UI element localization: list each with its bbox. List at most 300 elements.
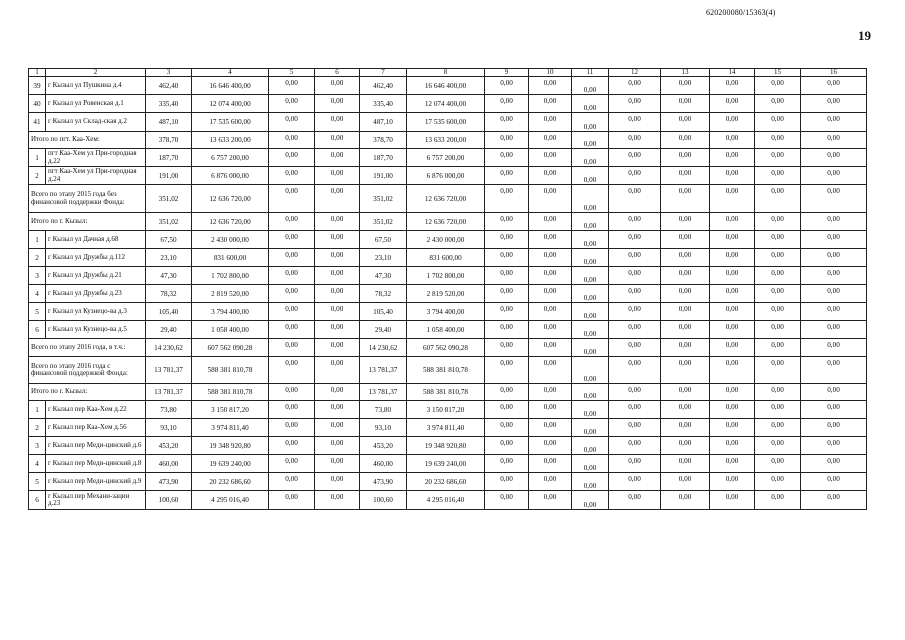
value-cell: 0,00 (269, 95, 315, 113)
table-row (29, 419, 867, 437)
value-cell: 0,00 (315, 213, 360, 231)
value-cell: 100,60 (146, 491, 192, 510)
row-number: 1 (29, 231, 46, 249)
value-cell: 0,00 (755, 437, 801, 455)
value-cell: 6 757 200,00 (192, 149, 269, 167)
value-cell: 378,70 (360, 132, 407, 149)
value-cell: 0,00 (572, 95, 609, 113)
value-cell: 2 819 520,00 (192, 285, 269, 303)
row-number: 1 (29, 401, 46, 419)
value-cell: 0,00 (609, 437, 661, 455)
value-cell: 0,00 (755, 473, 801, 491)
value-cell: 0,00 (801, 95, 867, 113)
column-number: 12 (609, 69, 661, 77)
value-cell: 0,00 (755, 132, 801, 149)
value-cell: 12 074 400,00 (192, 95, 269, 113)
column-number: 4 (192, 69, 269, 77)
value-cell: 0,00 (609, 149, 661, 167)
value-cell: 0,00 (661, 401, 710, 419)
value-cell: 187,70 (360, 149, 407, 167)
value-cell: 0,00 (485, 491, 529, 510)
address-cell: г Кызыл пер Меди-цинский д.9 (46, 473, 146, 491)
row-number: 2 (29, 419, 46, 437)
value-cell: 3 150 817,20 (407, 401, 485, 419)
value-cell: 0,00 (529, 185, 572, 213)
value-cell: 0,00 (485, 339, 529, 357)
value-cell: 1 058 400,00 (192, 321, 269, 339)
value-cell: 0,00 (529, 267, 572, 285)
value-cell: 831 600,00 (192, 249, 269, 267)
value-cell: 3 974 811,40 (407, 419, 485, 437)
address-cell: г Кызыл пер Меди-цинский д.8 (46, 455, 146, 473)
value-cell: 0,00 (529, 95, 572, 113)
value-cell: 0,00 (315, 249, 360, 267)
value-cell: 351,02 (360, 213, 407, 231)
value-cell: 453,20 (146, 437, 192, 455)
value-cell: 0,00 (801, 77, 867, 95)
value-cell: 351,02 (146, 213, 192, 231)
address-cell: г Кызыл пер Меди-цинский д.6 (46, 437, 146, 455)
value-cell: 19 348 920,80 (407, 437, 485, 455)
value-cell: 0,00 (315, 473, 360, 491)
value-cell: 29,40 (146, 321, 192, 339)
value-cell: 0,00 (609, 132, 661, 149)
total-row (29, 339, 867, 357)
value-cell: 0,00 (529, 473, 572, 491)
value-cell: 0,00 (755, 303, 801, 321)
value-cell: 0,00 (529, 132, 572, 149)
value-cell: 0,00 (609, 473, 661, 491)
value-cell: 0,00 (661, 249, 710, 267)
value-cell: 0,00 (315, 357, 360, 384)
value-cell: 0,00 (801, 321, 867, 339)
value-cell: 0,00 (485, 455, 529, 473)
value-cell: 487,10 (360, 113, 407, 132)
data-table (28, 68, 867, 510)
value-cell: 187,70 (146, 149, 192, 167)
value-cell: 0,00 (269, 249, 315, 267)
address-cell: г Кызыл ул Дачная д.68 (46, 231, 146, 249)
value-cell: 0,00 (315, 167, 360, 185)
value-cell: 0,00 (315, 132, 360, 149)
value-cell: 0,00 (529, 384, 572, 401)
value-cell: 0,00 (755, 491, 801, 510)
column-number: 11 (572, 69, 609, 77)
column-number: 3 (146, 69, 192, 77)
value-cell: 12 074 400,00 (407, 95, 485, 113)
value-cell: 0,00 (572, 132, 609, 149)
value-cell: 100,60 (360, 491, 407, 510)
value-cell: 0,00 (609, 249, 661, 267)
value-cell: 3 974 811,40 (192, 419, 269, 437)
value-cell: 0,00 (755, 357, 801, 384)
value-cell: 0,00 (485, 321, 529, 339)
value-cell: 0,00 (529, 321, 572, 339)
value-cell: 0,00 (609, 321, 661, 339)
table-row (29, 167, 867, 185)
value-cell: 0,00 (710, 167, 755, 185)
value-cell: 0,00 (269, 113, 315, 132)
value-cell: 0,00 (710, 357, 755, 384)
value-cell: 0,00 (269, 437, 315, 455)
value-cell: 0,00 (529, 213, 572, 231)
value-cell: 13 781,37 (360, 357, 407, 384)
value-cell: 23,10 (360, 249, 407, 267)
value-cell: 0,00 (609, 491, 661, 510)
value-cell: 0,00 (801, 491, 867, 510)
column-number: 14 (710, 69, 755, 77)
value-cell: 0,00 (529, 231, 572, 249)
value-cell: 0,00 (801, 357, 867, 384)
value-cell: 0,00 (485, 249, 529, 267)
value-cell: 13 781,37 (146, 384, 192, 401)
value-cell: 0,00 (801, 185, 867, 213)
value-cell: 0,00 (801, 455, 867, 473)
value-cell: 0,00 (485, 285, 529, 303)
table-row (29, 285, 867, 303)
value-cell: 0,00 (801, 419, 867, 437)
value-cell: 0,00 (755, 95, 801, 113)
value-cell: 0,00 (315, 339, 360, 357)
value-cell: 0,00 (485, 185, 529, 213)
value-cell: 0,00 (485, 167, 529, 185)
value-cell: 0,00 (801, 113, 867, 132)
value-cell: 0,00 (661, 357, 710, 384)
value-cell: 0,00 (485, 384, 529, 401)
value-cell: 0,00 (529, 491, 572, 510)
value-cell: 13 781,37 (146, 357, 192, 384)
value-cell: 0,00 (485, 113, 529, 132)
value-cell: 0,00 (529, 357, 572, 384)
value-cell: 0,00 (710, 249, 755, 267)
value-cell: 0,00 (609, 185, 661, 213)
value-cell: 0,00 (609, 339, 661, 357)
value-cell: 0,00 (572, 113, 609, 132)
value-cell: 1 058 400,00 (407, 321, 485, 339)
value-cell: 335,40 (146, 95, 192, 113)
value-cell: 0,00 (710, 339, 755, 357)
row-number: 39 (29, 77, 46, 95)
value-cell: 0,00 (755, 401, 801, 419)
value-cell: 0,00 (572, 339, 609, 357)
value-cell: 0,00 (529, 77, 572, 95)
value-cell: 0,00 (485, 77, 529, 95)
value-cell: 0,00 (755, 149, 801, 167)
value-cell: 0,00 (269, 419, 315, 437)
value-cell: 0,00 (801, 149, 867, 167)
value-cell: 0,00 (609, 167, 661, 185)
value-cell: 6 876 000,00 (407, 167, 485, 185)
value-cell: 0,00 (661, 213, 710, 231)
value-cell: 0,00 (710, 185, 755, 213)
table-row (29, 95, 867, 113)
value-cell: 0,00 (315, 321, 360, 339)
value-cell: 0,00 (572, 357, 609, 384)
value-cell: 0,00 (572, 213, 609, 231)
value-cell: 0,00 (801, 249, 867, 267)
value-cell: 191,00 (360, 167, 407, 185)
row-number: 3 (29, 267, 46, 285)
value-cell: 0,00 (572, 167, 609, 185)
value-cell: 0,00 (485, 303, 529, 321)
column-number: 5 (269, 69, 315, 77)
value-cell: 73,80 (360, 401, 407, 419)
value-cell: 0,00 (755, 249, 801, 267)
value-cell: 0,00 (661, 132, 710, 149)
value-cell: 78,32 (360, 285, 407, 303)
value-cell: 0,00 (572, 473, 609, 491)
address-cell: г Кызыл ул Дружбы д.112 (46, 249, 146, 267)
value-cell: 0,00 (755, 339, 801, 357)
value-cell: 0,00 (485, 149, 529, 167)
value-cell: 0,00 (485, 231, 529, 249)
value-cell: 0,00 (755, 267, 801, 285)
value-cell: 0,00 (315, 491, 360, 510)
value-cell: 0,00 (710, 455, 755, 473)
value-cell: 0,00 (529, 149, 572, 167)
value-cell: 3 150 817,20 (192, 401, 269, 419)
value-cell: 0,00 (755, 455, 801, 473)
address-cell: г Кызыл ул Кузнецо-ва д.3 (46, 303, 146, 321)
value-cell: 6 876 000,00 (192, 167, 269, 185)
value-cell: 0,00 (315, 401, 360, 419)
value-cell: 0,00 (755, 185, 801, 213)
value-cell: 0,00 (572, 303, 609, 321)
value-cell: 0,00 (755, 285, 801, 303)
value-cell: 0,00 (315, 77, 360, 95)
value-cell: 0,00 (485, 95, 529, 113)
table-row (29, 113, 867, 132)
value-cell: 0,00 (661, 455, 710, 473)
value-cell: 0,00 (661, 384, 710, 401)
value-cell: 462,40 (360, 77, 407, 95)
value-cell: 4 295 016,40 (192, 491, 269, 510)
row-number: 41 (29, 113, 46, 132)
value-cell: 0,00 (661, 95, 710, 113)
total-row (29, 357, 867, 384)
document-code: 620200080/15363(4) (706, 8, 776, 17)
value-cell: 0,00 (661, 167, 710, 185)
value-cell: 0,00 (801, 437, 867, 455)
value-cell: 0,00 (661, 437, 710, 455)
value-cell: 0,00 (572, 491, 609, 510)
row-number: 4 (29, 285, 46, 303)
value-cell: 0,00 (315, 231, 360, 249)
value-cell: 6 757 200,00 (407, 149, 485, 167)
value-cell: 19 639 240,00 (407, 455, 485, 473)
value-cell: 2 430 000,00 (192, 231, 269, 249)
value-cell: 14 230,62 (360, 339, 407, 357)
value-cell: 13 781,37 (360, 384, 407, 401)
value-cell: 0,00 (269, 303, 315, 321)
value-cell: 0,00 (269, 213, 315, 231)
value-cell: 0,00 (801, 384, 867, 401)
value-cell: 607 562 090,28 (192, 339, 269, 357)
value-cell: 0,00 (269, 185, 315, 213)
value-cell: 0,00 (755, 77, 801, 95)
value-cell: 462,40 (146, 77, 192, 95)
value-cell: 0,00 (315, 113, 360, 132)
address-cell: г Кызыл ул Ровенская д.1 (46, 95, 146, 113)
value-cell: 0,00 (485, 132, 529, 149)
value-cell: 0,00 (572, 285, 609, 303)
address-cell: пгт Каа-Хем ул При-городная д.22 (46, 149, 146, 167)
value-cell: 0,00 (529, 285, 572, 303)
value-cell: 19 639 240,00 (192, 455, 269, 473)
value-cell: 0,00 (661, 185, 710, 213)
value-cell: 0,00 (269, 491, 315, 510)
value-cell: 16 646 400,00 (407, 77, 485, 95)
row-number: 6 (29, 491, 46, 510)
table-row (29, 231, 867, 249)
value-cell: 105,40 (146, 303, 192, 321)
value-cell: 0,00 (485, 213, 529, 231)
column-number: 16 (801, 69, 867, 77)
value-cell: 0,00 (315, 303, 360, 321)
value-cell: 607 562 090,28 (407, 339, 485, 357)
value-cell: 0,00 (609, 213, 661, 231)
value-cell: 351,02 (146, 185, 192, 213)
column-number: 6 (315, 69, 360, 77)
value-cell: 0,00 (710, 419, 755, 437)
value-cell: 0,00 (801, 231, 867, 249)
value-cell: 0,00 (572, 249, 609, 267)
column-number: 15 (755, 69, 801, 77)
value-cell: 0,00 (529, 339, 572, 357)
address-cell: г Кызыл ул Кузнецо-ва д.5 (46, 321, 146, 339)
value-cell: 0,00 (710, 491, 755, 510)
value-cell: 191,00 (146, 167, 192, 185)
value-cell: 0,00 (755, 384, 801, 401)
row-number: 4 (29, 455, 46, 473)
value-cell: 0,00 (609, 231, 661, 249)
value-cell: 0,00 (529, 419, 572, 437)
value-cell: 0,00 (572, 321, 609, 339)
address-cell: г Кызыл ул Склад-ская д.2 (46, 113, 146, 132)
value-cell: 487,10 (146, 113, 192, 132)
value-cell: 29,40 (360, 321, 407, 339)
value-cell: 0,00 (485, 473, 529, 491)
value-cell: 831 600,00 (407, 249, 485, 267)
value-cell: 0,00 (269, 167, 315, 185)
table-row (29, 401, 867, 419)
address-cell: г Кызыл ул Дружбы д.21 (46, 267, 146, 285)
row-number: 40 (29, 95, 46, 113)
value-cell: 0,00 (315, 267, 360, 285)
value-cell: 473,90 (360, 473, 407, 491)
row-number: 6 (29, 321, 46, 339)
value-cell: 0,00 (755, 213, 801, 231)
value-cell: 0,00 (661, 285, 710, 303)
value-cell: 0,00 (572, 437, 609, 455)
column-number: 1 (29, 69, 46, 77)
table-row (29, 303, 867, 321)
value-cell: 0,00 (315, 384, 360, 401)
value-cell: 351,02 (360, 185, 407, 213)
value-cell: 0,00 (609, 77, 661, 95)
value-cell: 0,00 (710, 321, 755, 339)
value-cell: 0,00 (269, 77, 315, 95)
table-row (29, 491, 867, 510)
value-cell: 0,00 (269, 339, 315, 357)
value-cell: 0,00 (661, 473, 710, 491)
value-cell: 17 535 600,00 (192, 113, 269, 132)
value-cell: 12 636 720,00 (407, 185, 485, 213)
value-cell: 0,00 (529, 249, 572, 267)
value-cell: 0,00 (315, 419, 360, 437)
value-cell: 0,00 (609, 285, 661, 303)
value-cell: 0,00 (710, 285, 755, 303)
value-cell: 0,00 (485, 401, 529, 419)
value-cell: 4 295 016,40 (407, 491, 485, 510)
value-cell: 0,00 (710, 437, 755, 455)
value-cell: 0,00 (710, 303, 755, 321)
total-label: Итого по г. Кызыл: (29, 213, 146, 231)
value-cell: 0,00 (755, 231, 801, 249)
value-cell: 0,00 (269, 149, 315, 167)
total-row (29, 185, 867, 213)
value-cell: 0,00 (572, 267, 609, 285)
value-cell: 0,00 (609, 267, 661, 285)
value-cell: 0,00 (801, 473, 867, 491)
table-row (29, 149, 867, 167)
value-cell: 0,00 (661, 321, 710, 339)
value-cell: 0,00 (710, 132, 755, 149)
value-cell: 460,00 (360, 455, 407, 473)
total-label: Всего по этапу 2016 года с финансовой поддержкой Фонда: (29, 357, 146, 384)
value-cell: 20 232 686,60 (192, 473, 269, 491)
value-cell: 460,00 (146, 455, 192, 473)
address-cell: г Кызыл пер Механи-зации д.23 (46, 491, 146, 510)
value-cell: 0,00 (661, 339, 710, 357)
value-cell: 0,00 (572, 231, 609, 249)
value-cell: 0,00 (801, 167, 867, 185)
value-cell: 0,00 (710, 231, 755, 249)
column-number: 9 (485, 69, 529, 77)
value-cell: 473,90 (146, 473, 192, 491)
value-cell: 0,00 (485, 419, 529, 437)
value-cell: 20 232 686,60 (407, 473, 485, 491)
value-cell: 17 535 600,00 (407, 113, 485, 132)
value-cell: 0,00 (710, 267, 755, 285)
value-cell: 23,10 (146, 249, 192, 267)
value-cell: 78,32 (146, 285, 192, 303)
value-cell: 0,00 (572, 185, 609, 213)
value-cell: 0,00 (755, 321, 801, 339)
value-cell: 0,00 (661, 303, 710, 321)
total-label: Всего по этапу 2016 года, в т.ч.: (29, 339, 146, 357)
value-cell: 13 633 200,00 (192, 132, 269, 149)
value-cell: 0,00 (609, 401, 661, 419)
value-cell: 0,00 (801, 339, 867, 357)
value-cell: 0,00 (661, 149, 710, 167)
total-label: Итого по г. Кызыл: (29, 384, 146, 401)
value-cell: 0,00 (801, 285, 867, 303)
value-cell: 0,00 (609, 357, 661, 384)
table-row (29, 455, 867, 473)
value-cell: 0,00 (710, 77, 755, 95)
value-cell: 0,00 (529, 437, 572, 455)
value-cell: 0,00 (529, 167, 572, 185)
value-cell: 0,00 (661, 491, 710, 510)
value-cell: 1 702 800,00 (192, 267, 269, 285)
value-cell: 12 636 720,00 (407, 213, 485, 231)
address-cell: пгт Каа-Хем ул При-городная д.24 (46, 167, 146, 185)
value-cell: 0,00 (710, 401, 755, 419)
value-cell: 0,00 (269, 473, 315, 491)
value-cell: 0,00 (529, 455, 572, 473)
value-cell: 0,00 (269, 132, 315, 149)
